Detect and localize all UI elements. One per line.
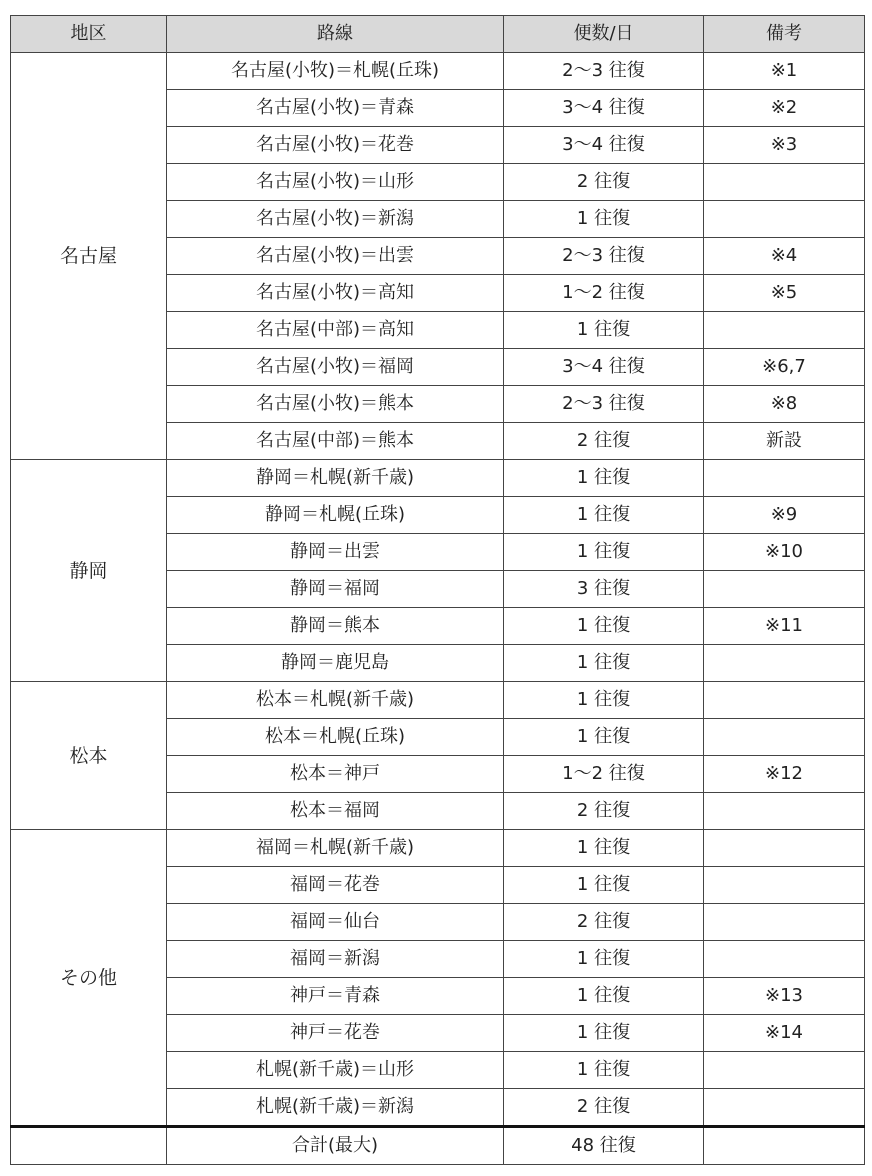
remarks-cell [704,164,865,201]
frequency-cell: 1 往復 [504,645,704,682]
total-row [11,1127,865,1165]
remarks-cell: ※3 [704,127,865,164]
frequency-cell: 2 往復 [504,793,704,830]
frequency-cell: 1 往復 [504,978,704,1015]
route-cell: 松本＝札幌(丘珠) [167,719,504,756]
header-row [11,16,865,53]
remarks-cell [704,719,865,756]
remarks-cell: ※12 [704,756,865,793]
remarks-cell: ※9 [704,497,865,534]
remarks-cell: ※2 [704,90,865,127]
frequency-cell: 2 往復 [504,1089,704,1127]
frequency-cell: 1 往復 [504,1015,704,1052]
route-cell: 名古屋(小牧)＝高知 [167,275,504,312]
region-cell: 静岡 [11,460,167,682]
frequency-cell: 1〜2 往復 [504,275,704,312]
remarks-cell [704,1052,865,1089]
route-cell: 神戸＝花巻 [167,1015,504,1052]
route-cell: 福岡＝花巻 [167,867,504,904]
frequency-cell: 1 往復 [504,497,704,534]
route-cell: 神戸＝青森 [167,978,504,1015]
frequency-cell: 1 往復 [504,867,704,904]
header-frequency: 便数/日 [504,16,704,53]
remarks-cell: 新設 [704,423,865,460]
frequency-cell: 3 往復 [504,571,704,608]
frequency-cell: 3〜4 往復 [504,349,704,386]
route-cell: 名古屋(小牧)＝新潟 [167,201,504,238]
route-table-container [10,15,865,1165]
remarks-cell [704,1089,865,1127]
frequency-cell: 2 往復 [504,164,704,201]
region-cell: 松本 [11,682,167,830]
route-cell: 名古屋(中部)＝熊本 [167,423,504,460]
table-row [11,53,865,90]
remarks-cell [704,201,865,238]
remarks-cell [704,571,865,608]
table-row [11,460,865,497]
remarks-cell: ※10 [704,534,865,571]
frequency-cell: 1 往復 [504,941,704,978]
frequency-cell: 3〜4 往復 [504,90,704,127]
remarks-cell [704,312,865,349]
total-region-cell [11,1127,167,1165]
region-cell: 名古屋 [11,53,167,460]
remarks-cell [704,867,865,904]
frequency-cell: 2 往復 [504,904,704,941]
header-region: 地区 [11,16,167,53]
frequency-cell: 1 往復 [504,608,704,645]
remarks-cell: ※1 [704,53,865,90]
route-cell: 静岡＝出雲 [167,534,504,571]
region-cell: その他 [11,830,167,1127]
route-cell: 名古屋(小牧)＝出雲 [167,238,504,275]
frequency-cell: 1 往復 [504,830,704,867]
route-cell: 福岡＝札幌(新千歳) [167,830,504,867]
route-cell: 名古屋(小牧)＝熊本 [167,386,504,423]
frequency-cell: 2〜3 往復 [504,386,704,423]
remarks-cell [704,645,865,682]
header-remarks: 備考 [704,16,865,53]
frequency-cell: 1 往復 [504,201,704,238]
frequency-cell: 1 往復 [504,460,704,497]
route-cell: 静岡＝札幌(新千歳) [167,460,504,497]
route-cell: 札幌(新千歳)＝山形 [167,1052,504,1089]
remarks-cell: ※13 [704,978,865,1015]
route-cell: 静岡＝熊本 [167,608,504,645]
table-row [11,830,865,867]
remarks-cell [704,460,865,497]
frequency-cell: 2〜3 往復 [504,238,704,275]
table-row [11,682,865,719]
remarks-cell: ※11 [704,608,865,645]
frequency-cell: 3〜4 往復 [504,127,704,164]
frequency-cell: 1 往復 [504,312,704,349]
frequency-cell: 1 往復 [504,1052,704,1089]
remarks-cell: ※14 [704,1015,865,1052]
route-cell: 札幌(新千歳)＝新潟 [167,1089,504,1127]
frequency-cell: 2 往復 [504,423,704,460]
route-table-body [11,53,865,1127]
remarks-cell [704,682,865,719]
total-label: 合計(最大) [167,1127,504,1165]
route-cell: 名古屋(小牧)＝青森 [167,90,504,127]
route-cell: 名古屋(中部)＝高知 [167,312,504,349]
total-frequency: 48 往復 [504,1127,704,1165]
header-route: 路線 [167,16,504,53]
remarks-cell [704,904,865,941]
route-cell: 名古屋(小牧)＝山形 [167,164,504,201]
route-cell: 名古屋(小牧)＝福岡 [167,349,504,386]
route-cell: 名古屋(小牧)＝花巻 [167,127,504,164]
total-remarks-cell [704,1127,865,1165]
route-table [10,15,865,1165]
route-cell: 静岡＝福岡 [167,571,504,608]
route-cell: 名古屋(小牧)＝札幌(丘珠) [167,53,504,90]
remarks-cell [704,830,865,867]
remarks-cell [704,793,865,830]
route-cell: 福岡＝仙台 [167,904,504,941]
route-cell: 静岡＝札幌(丘珠) [167,497,504,534]
remarks-cell: ※4 [704,238,865,275]
frequency-cell: 1 往復 [504,719,704,756]
frequency-cell: 1〜2 往復 [504,756,704,793]
route-cell: 松本＝福岡 [167,793,504,830]
route-cell: 松本＝神戸 [167,756,504,793]
frequency-cell: 1 往復 [504,534,704,571]
remarks-cell [704,941,865,978]
route-cell: 福岡＝新潟 [167,941,504,978]
route-cell: 松本＝札幌(新千歳) [167,682,504,719]
route-cell: 静岡＝鹿児島 [167,645,504,682]
frequency-cell: 2〜3 往復 [504,53,704,90]
remarks-cell: ※8 [704,386,865,423]
remarks-cell: ※6,7 [704,349,865,386]
remarks-cell: ※5 [704,275,865,312]
frequency-cell: 1 往復 [504,682,704,719]
